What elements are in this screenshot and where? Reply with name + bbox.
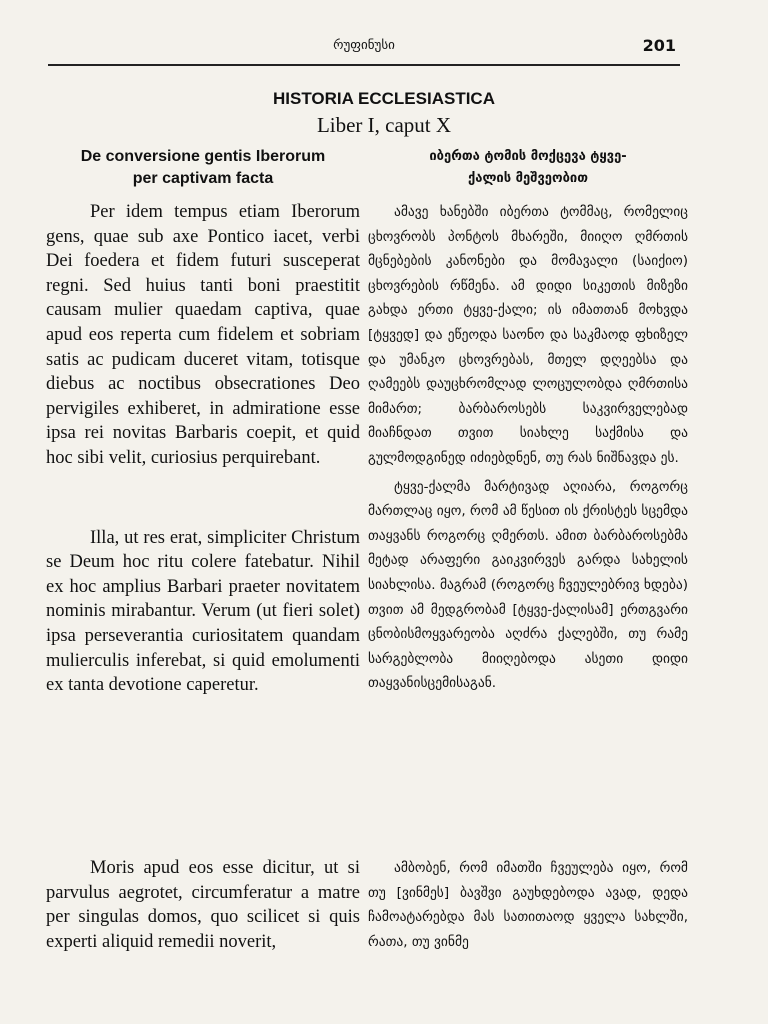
georgian-paragraph-3: ამბობენ, რომ იმათში ჩვეულება იყო, რომ თუ [ვინმეს] ბავშვი გაუხდებოდა ავად, დედა ჩამოატარებდა მას სათითაოდ ყველა სახლში, რათა, თუ ვინმე: [368, 860, 688, 950]
latin-column: [46, 146, 360, 698]
running-head: [48, 36, 680, 66]
main-heading: HISTORIA ECCLESIASTICA: [273, 89, 495, 108]
page-number: 201: [642, 36, 676, 55]
latin-paragraph-3: Moris apud eos esse dicitur, ut si parvulus aegrotet, circumferatur a matre per singulas domos, quo scilicet si quis experti aliquid remedii noverit,: [46, 858, 360, 952]
latin-section-title-line2: per captivam facta: [132, 170, 274, 187]
chapter-heading: Liber I, caput X: [316, 113, 452, 137]
georgian-column-bottom: [368, 856, 688, 954]
georgian-column: [368, 146, 688, 696]
latin-paragraph-1: Per idem tempus etiam Iberorum gens, quae sub axe Pontico iacet, verbi Dei foedera et fidem futuri susceperat regni. Sed huius tanti boni praestitit causam mulier quaedam captiva, quae apud eos reperta cum fidelem et sobriam satis ac pudicam duceret vitam, totisque diebus ac noctibus obsecrationes Deo pervigiles exhiberet, in admirationе esse ipsa rei novitas Barbaris coepit, et quid hoc sibi velit, curiosius perquirebant.: [46, 202, 360, 468]
latin-paragraph-2: Illa, ut res erat, simpliciter Christum se Deum hoc ritu colere fatebatur. Nihil ex hoc amplius Barbari praeter novitatem nominis mirabantur. Verum (ut fieri solet) ipsa perseverantia curiositatem quandam mulierculis inferebat, si quid emolumenti ex tanta devotione caperetur.: [46, 527, 360, 696]
georgian-section-title-line1: იბერთა ტომის მოქცევა ტყვე-: [429, 149, 627, 164]
latin-column-bottom: [46, 856, 360, 954]
georgian-section-title-line2: ქალის მეშვეობით: [467, 171, 588, 186]
running-title: რუფინუსი: [333, 38, 395, 53]
georgian-paragraph-1: ამავე ხანებში იბერთა ტომმაც, რომელიც ცხოვრობს პონტოს მხარეში, მიიღო ღმრთის მცნებების კანონები და მომავალი (საიქიო) ცხოვრების რწმენა. ამ დიდი სიკეთის მიზეზი გახდა ერთი ტყვე-ქალი; ის იმათთან მოხვდა [ტყვედ] და ეწეოდა საონო და საკმაოდ ფხიზელ და უმანკო ცხოვრებას, მთელ დღეებსა და ღამეებს დაუცხრომლად ლოცულობდა ღმრთისა მიმართ; ბარბაროსებს საკვირველებად მიაჩნდათ თვით სიახლე საქმისა და გულმოდგინედ იძიებდნენ, თუ რას ნიშნავდა ეს.: [368, 204, 688, 466]
georgian-paragraph-2: ტყვე-ქალმა მარტივად აღიარა, როგორც მართლაც იყო, რომ ამ წესით ის ქრისტეს სცემდა თაყვანს როგორც ღმერთს. ამით ბარბაროსებმა მეტად არაფერი გაიკვირვეს გარდა სახელის სიახლისა. მაგრამ (როგორც ჩვეულებრივ ხდება) თვით ამ მედგრობამ [ტყვე-ქალისამ] ერთგვარი ცნობისმოყვარეობა აღძრა ქალებში, თუ რამე სარგებლობა მიიღებოდა ასეთი დიდი თაყვანისცემისაგან.: [368, 478, 688, 692]
latin-section-title-line1: De conversione gentis Iberorum: [80, 148, 326, 165]
